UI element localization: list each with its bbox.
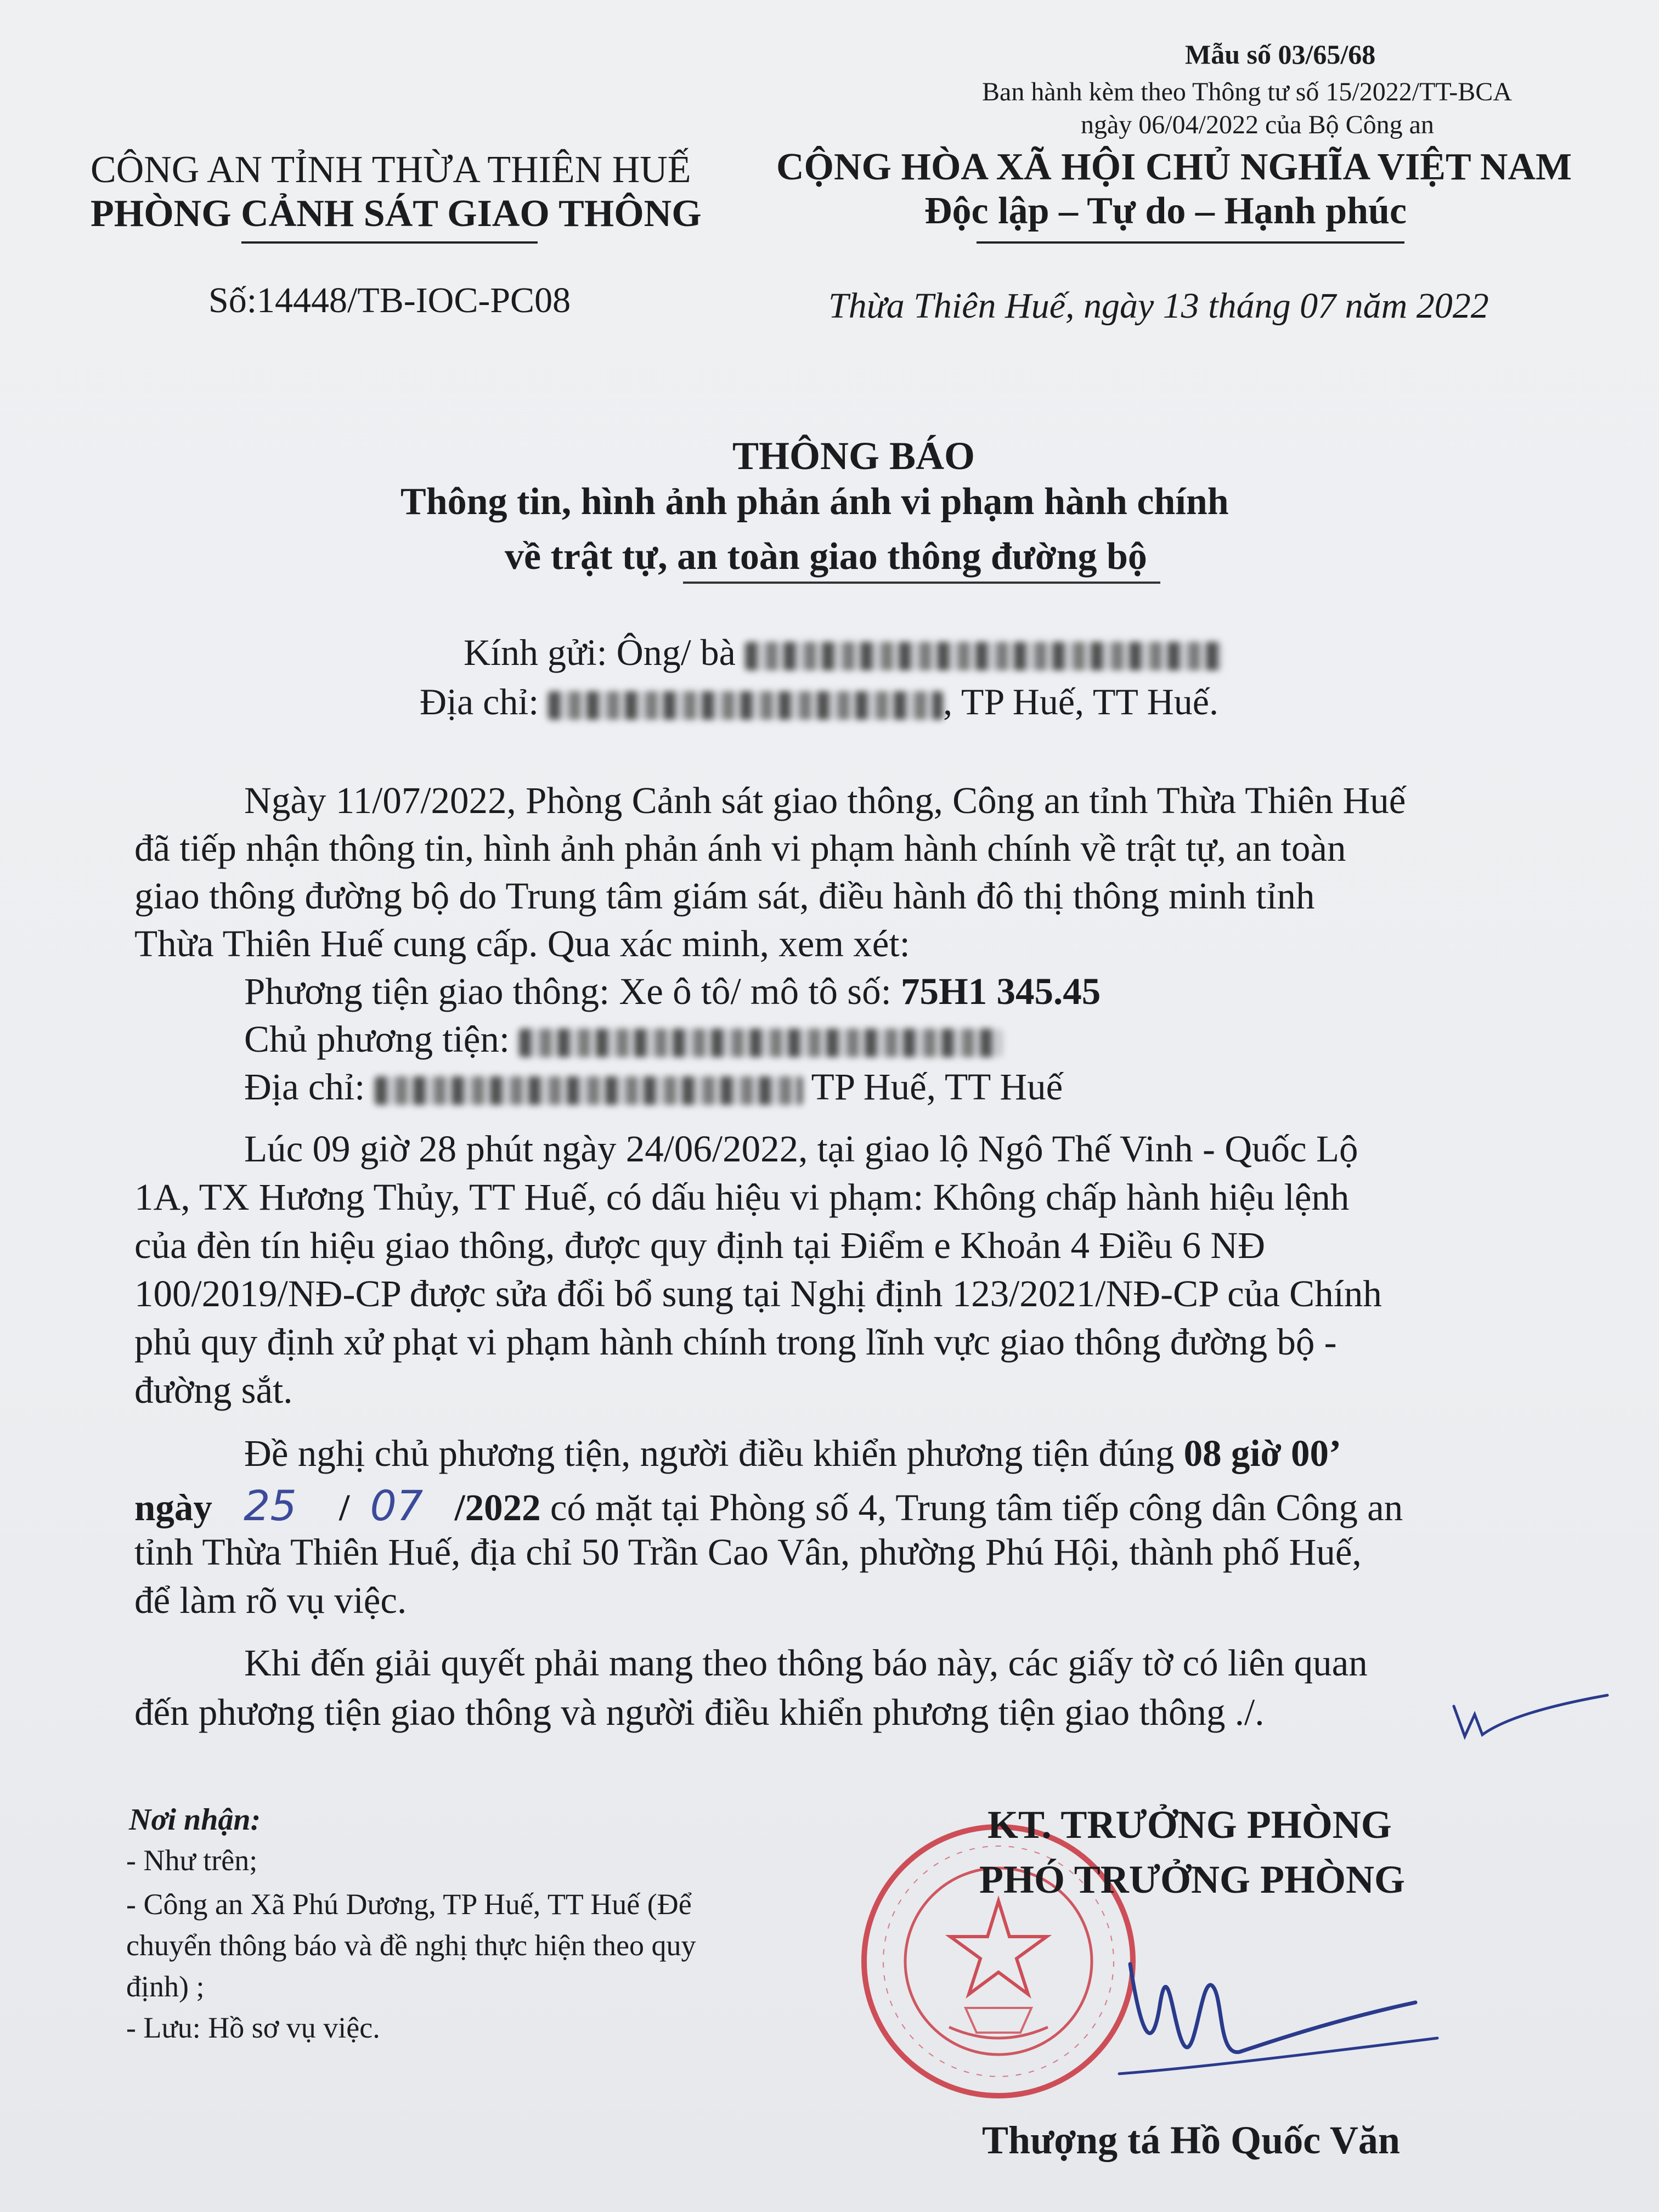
body-p1-line-3: giao thông đường bộ do Trung tâm giám sát, điều hành đô thị thông minh tỉnh	[134, 875, 1315, 917]
body-p3-line-4: để làm rõ vụ việc.	[134, 1579, 407, 1621]
recipient-address-line	[420, 680, 1218, 724]
recipient-line	[464, 631, 1222, 674]
appointment-year: /2022	[454, 1487, 541, 1528]
appointment-time: 08 giờ 00’	[1183, 1432, 1341, 1474]
handwritten-signature	[1108, 1893, 1448, 2112]
redacted-owner-address	[375, 1076, 803, 1105]
form-issued-line2: ngày 06/04/2022 của Bộ Công an	[1081, 110, 1434, 139]
pen-initial-mark	[1448, 1684, 1613, 1750]
form-code: Mẫu số 03/65/68	[1185, 39, 1376, 70]
owner-address-suffix: TP Huế, TT Huế	[802, 1066, 1063, 1108]
handwritten-day: 25	[244, 1481, 297, 1530]
appointment-request: Đề nghị chủ phương tiện, người điều khiển phương tiện đúng	[244, 1432, 1175, 1474]
owner-line	[244, 1018, 1002, 1061]
date-separator: /	[339, 1487, 350, 1528]
issue-place-date: Thừa Thiên Huế, ngày 13 tháng 07 năm 2022	[828, 286, 1489, 326]
department-underline	[241, 241, 538, 244]
body-p3-line-1	[244, 1432, 1341, 1475]
recipient-address-suffix: , TP Huế, TT Huế.	[943, 681, 1218, 723]
body-p2-line-3: của đèn tín hiệu giao thông, được quy định tại Điểm e Khoản 4 Điều 6 NĐ	[134, 1224, 1266, 1266]
signer-name: Thượng tá Hồ Quốc Văn	[982, 2118, 1400, 2162]
department-name: PHÒNG CẢNH SÁT GIAO THÔNG	[91, 193, 702, 235]
receiver-line-4: định) ;	[126, 1970, 205, 2003]
document-number: Số:14448/TB-IOC-PC08	[208, 280, 571, 320]
body-p1-line-4: Thừa Thiên Huế cung cấp. Qua xác minh, xem xét:	[134, 923, 910, 964]
body-p2-line-4: 100/2019/NĐ-CP được sửa đổi bổ sung tại Nghị định 123/2021/NĐ-CP của Chính	[134, 1273, 1382, 1314]
body-p2-line-1: Lúc 09 giờ 28 phút ngày 24/06/2022, tại giao lộ Ngô Thế Vinh - Quốc Lộ	[244, 1128, 1358, 1170]
notice-title: THÔNG BÁO	[732, 434, 975, 478]
body-p2-line-6: đường sắt.	[134, 1369, 293, 1411]
subtitle-underline	[683, 582, 1160, 584]
body-p4-line-2: đến phương tiện giao thông và người điều khiển phương tiện giao thông ./.	[134, 1691, 1265, 1733]
body-p1-line-2: đã tiếp nhận thông tin, hình ảnh phản ánh vi phạm hành chính về trật tự, an toàn	[134, 827, 1346, 869]
owner-address-label: Địa chỉ:	[244, 1066, 365, 1108]
vehicle-label: Phương tiện giao thông: Xe ô tô/ mô tô số:	[244, 970, 891, 1012]
body-p2-line-5: phủ quy định xử phạt vi phạm hành chính trong lĩnh vực giao thông đường bộ -	[134, 1321, 1337, 1363]
body-p3-line-3: tỉnh Thừa Thiên Huế, địa chỉ 50 Trần Cao Vân, phường Phú Hội, thành phố Huế,	[134, 1531, 1362, 1573]
notice-subtitle-1: Thông tin, hình ảnh phản ánh vi phạm hành chính	[400, 481, 1229, 523]
notice-subtitle-2: về trật tự, an toàn giao thông đường bộ	[505, 535, 1147, 578]
handwritten-month: 07	[370, 1481, 424, 1530]
redacted-recipient-address	[548, 691, 943, 720]
owner-address-line	[244, 1065, 1063, 1109]
redacted-owner-name	[519, 1029, 1002, 1057]
receiver-line-5: - Lưu: Hồ sơ vụ việc.	[126, 2011, 380, 2044]
body-p2-line-2: 1A, TX Hương Thủy, TT Huế, có dấu hiệu vi phạm: Không chấp hành hiệu lệnh	[134, 1176, 1350, 1218]
body-p1-line-1: Ngày 11/07/2022, Phòng Cảnh sát giao thông, Công an tỉnh Thừa Thiên Huế	[244, 780, 1406, 821]
owner-label: Chủ phương tiện:	[244, 1018, 510, 1060]
receiver-line-3: chuyển thông báo và đề nghị thực hiện theo quy	[126, 1929, 696, 1962]
national-motto: Độc lập – Tự do – Hạnh phúc	[924, 190, 1407, 232]
body-p4-line-1: Khi đến giải quyết phải mang theo thông báo này, các giấy tờ có liên quan	[244, 1642, 1368, 1684]
receiver-line-2: - Công an Xã Phú Dương, TP Huế, TT Huế (Để	[126, 1888, 692, 1921]
body-p3-line-2	[134, 1481, 1403, 1530]
country-name: CỘNG HÒA XÃ HỘI CHỦ NGHĨA VIỆT NAM	[776, 146, 1572, 188]
appointment-place: có mặt tại Phòng số 4, Trung tâm tiếp công dân Công an	[550, 1487, 1403, 1528]
receivers-title: Nơi nhận:	[129, 1803, 261, 1837]
signature-title-1: KT. TRƯỞNG PHÒNG	[988, 1803, 1392, 1847]
vehicle-plate: 75H1 345.45	[901, 970, 1101, 1012]
receiver-line-1: - Như trên;	[126, 1844, 258, 1877]
redacted-recipient-name	[745, 642, 1222, 670]
recipient-label: Kính gửi: Ông/ bà	[464, 631, 736, 673]
motto-underline	[977, 241, 1404, 244]
form-issued-line1: Ban hành kèm theo Thông tư số 15/2022/TT-BCA	[982, 77, 1512, 106]
vehicle-line	[244, 970, 1101, 1013]
agency-name: CÔNG AN TỈNH THỪA THIÊN HUẾ	[91, 149, 691, 191]
appointment-date-label: ngày	[134, 1487, 212, 1528]
signature-title-2: PHÓ TRƯỞNG PHÒNG	[979, 1858, 1406, 1901]
recipient-address-label: Địa chỉ:	[420, 681, 539, 723]
